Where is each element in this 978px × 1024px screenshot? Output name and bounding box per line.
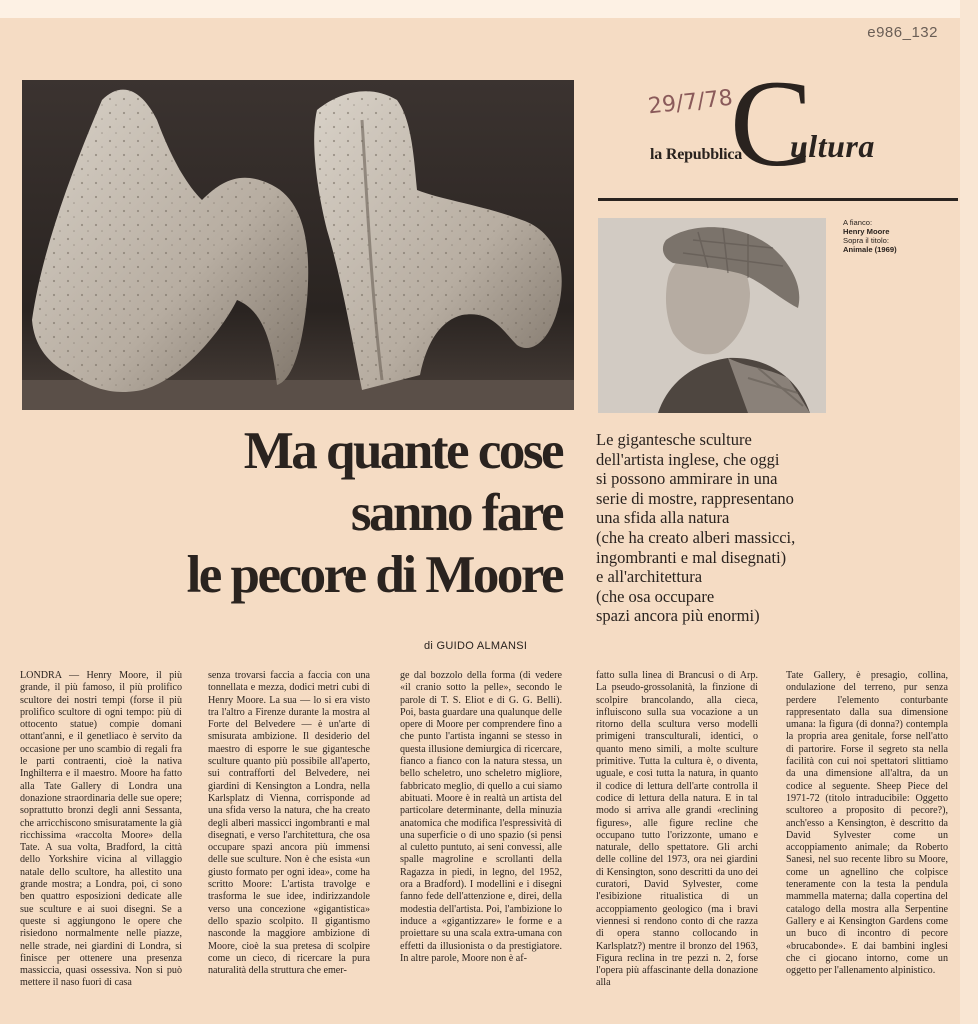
caption-line: Sopra il titolo: — [843, 236, 890, 245]
dek-line: e all'architettura — [596, 567, 703, 587]
headline-line: Ma quante cose — [243, 422, 562, 480]
dek-line: serie di mostre, rappresentano — [596, 488, 794, 508]
dek-line: una sfida alla natura — [596, 508, 730, 528]
paper-top-edge — [0, 0, 978, 18]
article-column-1 — [20, 670, 182, 990]
henry-moore-portrait — [598, 218, 826, 413]
dek-line: (che osa occupare — [596, 586, 715, 606]
header-rule — [598, 198, 958, 201]
article-subheading — [596, 430, 906, 626]
article-column-5 — [786, 670, 948, 977]
byline: di GUIDO ALMANSI — [424, 640, 528, 652]
dek-line: ingombranti e mal disegnati) — [596, 547, 787, 567]
newspaper-name: la Repubblica — [650, 146, 743, 163]
dek-line: dell'artista inglese, che oggi — [596, 449, 780, 469]
column-text: fatto sulla linea di Brancusi o di Arp. La pseudo-grossolanità, la finzione di scolpire brancolando, alla cieca, influiscono sulla sua vocazione a un ritorno della scultura verso modelli primigeni transculturali, identici, o quanto meno simili, a molte sculture primitive. Tutta la cultura è, o diventa, uguale, e così tutta la natura, in quanto il codice di lettura dell'arte controlla il codice di lettura della natura. E in tal modo si arriva alle grandi «reclining figures», alle figure recline che occupano tutto l'orizzonte, umano e naturale, dello spettatore. Gli archi delle colline del 1973, ora nei giardini di Kensington, sono descritti da uno dei curatori, David Sylvester, come l'esibizione ritualistica di un accoppiamento geologico (ma i bravi viennesi si rendono conto di che razza di opera stanno collocando in Karlsplatz?) mentre il bronzo del 1963, Figura reclina in tre pezzi n. 2, forse l'opera più affascinante della donazione alla — [596, 670, 758, 989]
article-column-2 — [208, 670, 370, 977]
caption-line-bold: Animale (1969) — [843, 245, 897, 254]
sculpture-photo — [22, 80, 574, 410]
headline-line: le pecore di Moore — [186, 546, 562, 604]
column-text: ge dal bozzolo della forma (di vedere «il cranio sotto la pelle», secondo le parole di T. S. Eliot e di G. G. Belli). Poi, basta guardare una qualunque delle opere di Moore per comprendere fino a che punto l'artista inganni se stesso in questa illusione demiurgica di ricercare, fianco a fianco con la natura stessa, un bello scheletro, uno scheletro migliore, fabbricato meglio, di quello a cui siamo abituati. Moore è in realtà un artista del particolare determinante, della minuzia anatomica che modifica l'espressività di una superficie o di uno spazio (si pensi al culetto puntuto, ai seni convessi, alle spalle magroline e scrollanti della Ragazza in piedi, in legno, del 1952, ora a Bradford). I modellini e i disegni fanno fede dell'attenzione e, direi, della modestia dell'artista. Poi, l'ambizione lo induce a «gigantizzare» le forme e a proiettare su una scala extra-umana con effetti da illusionista o da prestigiatore. In altre parole, Moore non è af- — [400, 670, 562, 964]
paper-right-edge — [960, 0, 978, 1024]
photo-caption — [843, 218, 953, 254]
caption-line: A fianco: — [843, 218, 873, 227]
article-column-4 — [596, 670, 758, 990]
headline-line: sanno fare — [350, 484, 562, 542]
handwritten-date: 29/7/78 — [646, 85, 734, 120]
section-title: ultura — [790, 128, 875, 164]
section-initial: C — [730, 55, 813, 192]
column-text: senza trovarsi faccia a faccia con una tonnellata e mezza, dodici metri cubi di Henry Moore. La sua — lo si era visto tra l'altro a Firenze durante la mostra al Forte del Belvedere — è un'arte di smisurata ambizione. Il desiderio del maestro di esporre le sue gigantesche sculture quanto più possibile all'aperto, sui contrafforti del Belvedere, nei giardini di Kensington a Londra, nella Karlsplatz di Vienna, corrisponde ad una sfida verso la natura, che ha creato degli alberi massicci ingombranti e mal disegnati, e verso l'architettura, che osa occupare spazi ancora più immensi delle sue sculture. Non è che esista «un giusto formato per ogni idea», come ha scritto Moore: L'artista travolge e trasforma le sue idee, indirizzandole verso una concezione «gigantistica» dello spazio scolpito. Il gigantismo nasconde la maggiore ambizione di Moore, cioè la sua pretesa di scolpire come un cieco, di ricercare la pura naturalità della struttura che emer- — [208, 670, 370, 977]
dek-line: (che ha creato alberi massicci, — [596, 527, 796, 547]
archive-reference: e986_132 — [867, 24, 938, 41]
dek-line: si possono ammirare in una — [596, 469, 778, 489]
column-text: LONDRA — Henry Moore, il più grande, il più famoso, il più prolifico scultore dei nostri tempi (forse il più prolifico scultore di ogni tempo: più di ottocento statue) compie domani ottant'anni, e il genetliaco è servito da occasione per uno scambio di regali fra le parti contraenti, cioè la nativa Inghilterra e il maestro. Moore ha fatto alla Tate Gallery di Londra una donazione straordinaria delle sue opere; soprattutto bronzi degli anni Sessanta, che arricchiscono smisuratamente la già ricchissima «raccolta Moore» della Tate. A sua volta, Bradford, la città dello Yorkshire vicina al villaggio natale dello scultore, ha allestito una grande mostra; a Londra, poi, ci sono ben quattro esposizioni dedicate alle sue sculture e ai suoi disegni. Se a queste si aggiungono le opere che risiedono normalmente nelle piazze, nelle strade, nei giardini di Londra, si finisce per ottenere una presenza massiccia, quasi ossessiva. Non si può mettere il naso fuori di casa — [20, 670, 182, 989]
caption-line-bold: Henry Moore — [843, 227, 890, 236]
dek-line: Le gigantesche sculture — [596, 430, 752, 449]
column-text: Tate Gallery, è presagio, collina, ondulazione del terreno, pur senza perdere l'elemento conturbante rappresentato dalla sua dimensione umana: la figura (di donna?) contempla la propria area genitale, forse nell'atto di partorire. Forse il segreto sta nella facilità con cui noi spettatori slittiamo da una dimensione all'altra, da un codice al seguente. Sheep Piece del 1971-72 (titolo intraducibile: Oggetto scultoreo a proposito di pecore?), anch'esso a Kensington, è descritto da David Sylvester come un accoppiamento animale; da Roberto Sanesi, nel suo recente libro su Moore, come un agnellino che colpisce teneramente con la testa la pendula mammella materna; dalla copertina del catalogo della mostra alla Serpentine Gallery e ai Kensington Gardens come un buco di incontro di pecore «brucabonde». E dai bambini inglesi che ci giocano intorno, come un oggetto per l'allenamento alpinistico. — [786, 670, 948, 977]
dek-line: spazi ancora più enormi) — [596, 606, 760, 626]
article-column-3 — [400, 670, 562, 965]
article-headline — [70, 420, 562, 606]
